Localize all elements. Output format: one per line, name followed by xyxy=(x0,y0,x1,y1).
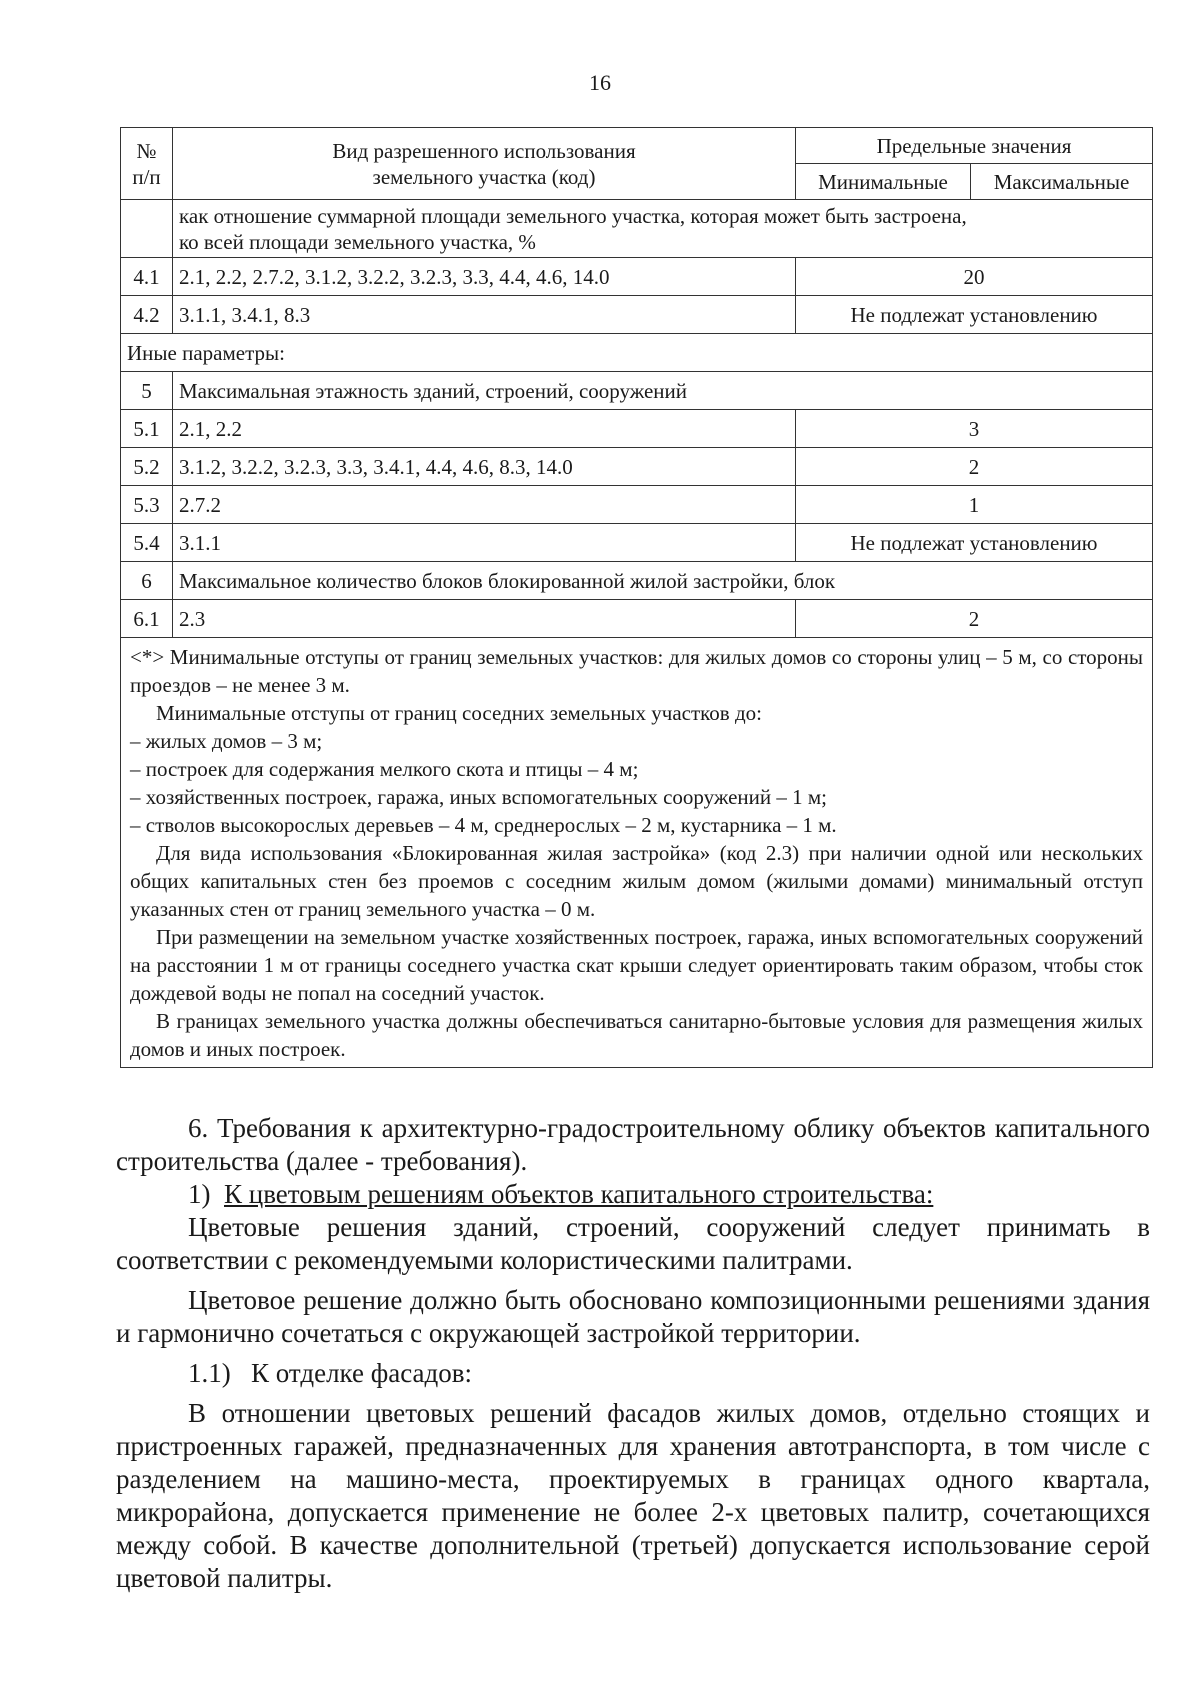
table-row-note xyxy=(121,638,1153,1068)
row-value: 2 xyxy=(796,448,1153,486)
row-value: 20 xyxy=(796,258,1153,296)
note-p1: <*> Минимальные отступы от границ земельных участков: для жилых домов со стороны улиц – 5 м, со стороны проездов – не менее 3 м. xyxy=(130,645,1144,697)
note-p3: Для вида использования «Блокированная жилая застройка» (код 2.3) при наличии одной или нескольких общих капитальных стен без проемов с соседним жилым домом (жилыми домами) минимальный отступ указанных стен от границ земельного участка – 0 м. xyxy=(130,841,1144,921)
row-codes: 2.7.2 xyxy=(173,486,796,524)
note-item: – хозяйственных построек, гаража, иных вспомогательных сооружений – 1 м; xyxy=(130,785,827,809)
table-row-section5 xyxy=(121,372,1153,410)
table-row-continuation xyxy=(121,200,1153,258)
header-type-cell xyxy=(173,128,796,200)
section5-num: 5 xyxy=(121,372,173,410)
table-row xyxy=(121,448,1153,486)
row-value: Не подлежат установлению xyxy=(796,296,1153,334)
header-type-line1: Вид разрешенного использования xyxy=(332,138,636,163)
section6-heading: 6. Требования к архитектурно-градостроительному облику объектов капитального строительства (далее - требования). xyxy=(116,1113,1150,1176)
table-row-section6 xyxy=(121,562,1153,600)
row-value: 3 xyxy=(796,410,1153,448)
item11-number: 1.1) xyxy=(188,1358,231,1388)
table-row xyxy=(121,486,1153,524)
note-item: – жилых домов – 3 м; xyxy=(130,729,323,753)
header-type-line2: земельного участка (код) xyxy=(372,164,596,189)
paragraph-2: Цветовое решение должно быть обосновано композиционными решениями здания и гармонично сочетаться с окружающей застройкой территории. xyxy=(116,1285,1150,1348)
paragraph-3: В отношении цветовых решений фасадов жилых домов, отдельно стоящих и пристроенных гаражей, предназначенных для хранения автотранспорта, в том числе с разделением на машино-места, проектируемых в границах одного квартала, микрорайона, допускается применение не более 2-х цветовых палитр, сочетающихся между собой. В качестве дополнительной (третьей) допускается использование серой цветовой палитры. xyxy=(116,1398,1150,1593)
row-codes: 3.1.1 xyxy=(173,524,796,562)
row-codes: 3.1.1, 3.4.1, 8.3 xyxy=(173,296,796,334)
header-num-line2: п/п xyxy=(132,164,161,189)
header-max: Максимальные xyxy=(971,164,1153,200)
item1-heading xyxy=(116,1178,1150,1211)
row-codes: 2.1, 2.2, 2.7.2, 3.1.2, 3.2.2, 3.2.3, 3.3, 4.4, 4.6, 14.0 xyxy=(173,258,796,296)
section6-title: Максимальное количество блоков блокированной жилой застройки, блок xyxy=(173,562,1153,600)
note-cell xyxy=(121,638,1153,1068)
row-codes: 2.3 xyxy=(173,600,796,638)
table-row xyxy=(121,524,1153,562)
header-limit-values: Предельные значения xyxy=(796,128,1153,164)
row-codes: 2.1, 2.2 xyxy=(173,410,796,448)
note-item: – построек для содержания мелкого скота и птицы – 4 м; xyxy=(130,757,639,781)
row-value: Не подлежат установлению xyxy=(796,524,1153,562)
row-num: 6.1 xyxy=(121,600,173,638)
other-params-label: Иные параметры: xyxy=(121,334,1153,372)
row-num: 5.2 xyxy=(121,448,173,486)
continuation-text xyxy=(173,200,1153,258)
item11-heading xyxy=(116,1357,1150,1390)
row-num: 4.2 xyxy=(121,296,173,334)
row-value: 1 xyxy=(796,486,1153,524)
note-p4: При размещении на земельном участке хозяйственных построек, гаража, иных вспомогательных сооружений на расстоянии 1 м от границы соседнего участка скат крыши следует ориентировать таким образом, чтобы сток дождевой воды не попал на соседний участок. xyxy=(130,925,1144,1005)
note-p2: Минимальные отступы от границ соседних земельных участков до: xyxy=(156,701,762,725)
row-num: 5.4 xyxy=(121,524,173,562)
section5-title: Максимальная этажность зданий, строений, сооружений xyxy=(173,372,1153,410)
row-num: 5.3 xyxy=(121,486,173,524)
page-number: 16 xyxy=(589,70,611,95)
body-text xyxy=(116,1112,1150,1595)
table-row xyxy=(121,410,1153,448)
table-row xyxy=(121,296,1153,334)
note-item: – стволов высокорослых деревьев – 4 м, среднерослых – 2 м, кустарника – 1 м. xyxy=(130,813,837,837)
item11-title: К отделке фасадов: xyxy=(251,1358,472,1388)
row-value: 2 xyxy=(796,600,1153,638)
continuation-line2: ко всей площади земельного участка, % xyxy=(179,229,536,254)
row-num: 5.1 xyxy=(121,410,173,448)
item1-title: К цветовым решениям объектов капитального строительства: xyxy=(224,1179,934,1209)
table-header-row xyxy=(121,128,1153,164)
table-row-other-params xyxy=(121,334,1153,372)
section6-num: 6 xyxy=(121,562,173,600)
item1-number: 1) xyxy=(188,1179,211,1209)
table-row xyxy=(121,600,1153,638)
header-num-cell xyxy=(121,128,173,200)
header-min: Минимальные xyxy=(796,164,971,200)
row-codes: 3.1.2, 3.2.2, 3.2.3, 3.3, 3.4.1, 4.4, 4.6, 8.3, 14.0 xyxy=(173,448,796,486)
header-num-line1: № xyxy=(136,138,157,163)
table-row xyxy=(121,258,1153,296)
row-num: 4.1 xyxy=(121,258,173,296)
parameters-table xyxy=(120,127,1153,1068)
continuation-line1: как отношение суммарной площади земельного участка, которая может быть застроена, xyxy=(179,203,967,228)
note-p5: В границах земельного участка должны обеспечиваться санитарно-бытовые условия для размещения жилых домов и иных построек. xyxy=(130,1009,1144,1061)
paragraph-1: Цветовые решения зданий, строений, сооружений следует принимать в соответствии с рекомендуемыми колористическими палитрами. xyxy=(116,1212,1150,1275)
